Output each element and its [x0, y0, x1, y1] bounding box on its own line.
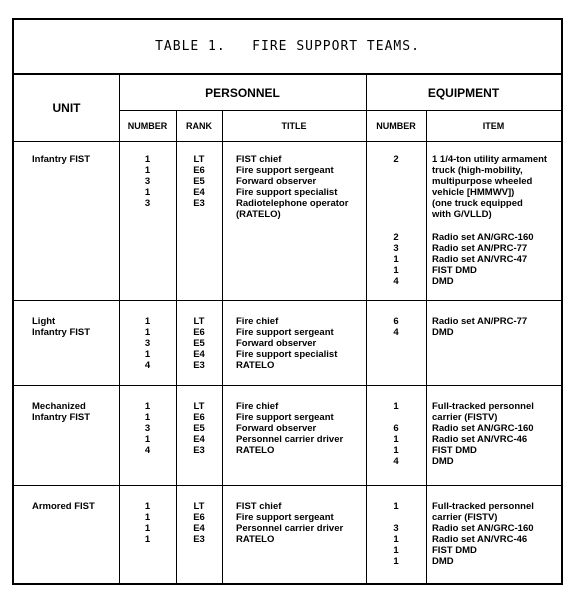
personnel-title: Forward observer [236, 423, 317, 434]
equipment-number: 4 [393, 456, 399, 467]
spacer [432, 220, 560, 232]
personnel-number: 1 [144, 523, 151, 534]
row-2-item-cell [432, 316, 560, 338]
personnel-title: Fire support specialist [236, 187, 338, 198]
unit-label: Infantry FIST [32, 412, 91, 423]
personnel-rank: E5 [193, 423, 205, 434]
personnel-title: Fire support specialist [236, 349, 338, 360]
equipment-number: 1 [393, 254, 399, 265]
personnel-rank: E3 [193, 198, 205, 209]
equipment-item: vehicle [HMMWV]) [432, 187, 515, 198]
row-3-unit-cell [32, 401, 118, 423]
row-1-unit-cell [32, 154, 118, 165]
equipment-item: multipurpose wheeled [432, 176, 533, 187]
header-eq-number: NUMBER [376, 120, 416, 131]
unit-label: Infantry FIST [32, 154, 91, 165]
unit-label: Infantry FIST [32, 327, 91, 338]
row-2-enum-cell [366, 316, 426, 338]
row-1-title-cell [236, 154, 364, 220]
personnel-title: RATELO [236, 445, 275, 456]
equipment-number [366, 187, 426, 198]
equipment-item: Full-tracked personnel [432, 401, 534, 412]
equipment-number: 6 [393, 316, 399, 327]
personnel-rank [176, 209, 222, 220]
personnel-number: 1 [144, 187, 151, 198]
personnel-rank: E6 [193, 327, 205, 338]
equipment-number [366, 512, 426, 523]
personnel-title: Fire support sergeant [236, 165, 334, 176]
personnel-number: 3 [144, 338, 151, 349]
header-rank: RANK [186, 120, 212, 131]
personnel-number: 1 [144, 501, 151, 512]
row-4-enum-cell [366, 501, 426, 567]
divider-row-2 [14, 385, 561, 386]
divider-row-3 [14, 485, 561, 486]
row-2-rank-cell [176, 316, 222, 371]
personnel-rank: LT [193, 154, 205, 165]
personnel-rank: E6 [193, 165, 205, 176]
personnel-rank: E6 [193, 412, 205, 423]
equipment-item: (one truck equipped [432, 198, 523, 209]
personnel-rank: E4 [193, 523, 205, 534]
spacer [366, 220, 426, 232]
equipment-item: Radio set AN/GRC-160 [432, 423, 534, 434]
equipment-item: FIST DMD [432, 265, 477, 276]
equipment-item: carrier (FISTV) [432, 412, 498, 423]
personnel-title: Radiotelephone operator [236, 198, 349, 209]
unit-label: Light [32, 316, 56, 327]
personnel-number [119, 209, 176, 220]
divider-row-1 [14, 300, 561, 301]
personnel-number: 3 [144, 423, 151, 434]
personnel-title: (RATELO) [236, 209, 281, 220]
header-unit: UNIT [52, 101, 81, 115]
equipment-item: with G/VLLD) [432, 209, 492, 220]
personnel-number: 1 [144, 512, 151, 523]
equipment-number: 3 [393, 523, 399, 534]
personnel-title: Personnel carrier driver [236, 523, 344, 534]
equipment-number: 3 [393, 243, 399, 254]
personnel-rank: E5 [193, 338, 205, 349]
equipment-number: 1 [393, 434, 399, 445]
equipment-number: 4 [393, 327, 399, 338]
equipment-number [366, 412, 426, 423]
divider-eqnumber-item [426, 110, 427, 583]
row-3-pnum-cell [119, 401, 176, 456]
personnel-number: 1 [144, 165, 151, 176]
unit-label: Mechanized [32, 401, 86, 412]
personnel-number: 1 [144, 434, 151, 445]
row-4-pnum-cell [119, 501, 176, 545]
personnel-title: Fire support sergeant [236, 327, 334, 338]
personnel-title: RATELO [236, 360, 275, 371]
equipment-item: Radio set AN/VRC-46 [432, 534, 528, 545]
personnel-title: RATELO [236, 534, 275, 545]
table-grid [14, 75, 561, 583]
personnel-number: 1 [144, 154, 151, 165]
personnel-rank: E5 [193, 176, 205, 187]
equipment-item: DMD [432, 276, 454, 287]
equipment-item: Full-tracked personnel [432, 501, 534, 512]
equipment-item: Radio set AN/VRC-47 [432, 254, 528, 265]
row-1-enum-cell [366, 154, 426, 287]
equipment-item: DMD [432, 456, 454, 467]
row-2-unit-cell [32, 316, 118, 338]
row-1-rank-cell [176, 154, 222, 220]
row-4-unit-cell [32, 501, 118, 512]
equipment-number: 1 [393, 534, 399, 545]
row-3-item-cell [432, 401, 560, 467]
personnel-number: 1 [144, 316, 151, 327]
equipment-item: truck (high-mobility, [432, 165, 523, 176]
equipment-number: 1 [393, 545, 399, 556]
personnel-title: FIST chief [236, 501, 282, 512]
equipment-number: 6 [393, 423, 399, 434]
personnel-rank: LT [193, 316, 205, 327]
unit-label: Armored FIST [32, 501, 95, 512]
equipment-number: 2 [393, 154, 399, 165]
personnel-title: Fire support sergeant [236, 412, 334, 423]
equipment-item: Radio set AN/PRC-77 [432, 316, 528, 327]
personnel-rank: E3 [193, 445, 205, 456]
equipment-item: DMD [432, 327, 454, 338]
personnel-rank: LT [193, 501, 205, 512]
header-personnel: PERSONNEL [205, 85, 280, 100]
divider-header-bottom [14, 141, 561, 142]
personnel-title: Fire chief [236, 316, 279, 327]
personnel-title: FIST chief [236, 154, 282, 165]
personnel-number: 4 [144, 360, 151, 371]
equipment-item: carrier (FISTV) [432, 512, 498, 523]
header-equipment: EQUIPMENT [427, 85, 500, 100]
equipment-item: FIST DMD [432, 445, 477, 456]
personnel-rank: E3 [193, 534, 205, 545]
personnel-number: 1 [144, 327, 151, 338]
header-title: TITLE [281, 120, 307, 131]
personnel-rank: E3 [193, 360, 205, 371]
equipment-number [366, 176, 426, 187]
equipment-number: 1 [393, 556, 399, 567]
row-4-item-cell [432, 501, 560, 567]
equipment-item: FIST DMD [432, 545, 477, 556]
equipment-number [366, 198, 426, 209]
header-number: NUMBER [127, 120, 168, 131]
equipment-item: Radio set AN/PRC-77 [432, 243, 528, 254]
equipment-item: 1 1/4-ton utility armament [432, 154, 548, 165]
equipment-number: 2 [393, 232, 399, 243]
personnel-number: 4 [144, 445, 151, 456]
row-4-title-cell [236, 501, 364, 545]
personnel-rank: E4 [193, 434, 205, 445]
equipment-number: 1 [393, 265, 399, 276]
personnel-title: Fire chief [236, 401, 279, 412]
personnel-title: Forward observer [236, 338, 317, 349]
equipment-number: 1 [393, 501, 399, 512]
equipment-item: Radio set AN/GRC-160 [432, 232, 534, 243]
equipment-item: DMD [432, 556, 454, 567]
personnel-rank: E4 [193, 187, 205, 198]
equipment-number [366, 165, 426, 176]
personnel-number: 1 [144, 349, 151, 360]
equipment-number [366, 209, 426, 220]
personnel-number: 1 [144, 401, 151, 412]
personnel-title: Forward observer [236, 176, 317, 187]
personnel-rank: E6 [193, 512, 205, 523]
row-2-pnum-cell [119, 316, 176, 371]
row-3-rank-cell [176, 401, 222, 456]
row-3-enum-cell [366, 401, 426, 467]
table-frame [12, 18, 563, 585]
row-1-pnum-cell [119, 154, 176, 220]
equipment-number: 1 [393, 401, 399, 412]
equipment-item: Radio set AN/GRC-160 [432, 523, 534, 534]
divider-rank-title [222, 110, 223, 583]
personnel-rank: LT [193, 401, 205, 412]
personnel-number: 3 [144, 176, 151, 187]
row-2-title-cell [236, 316, 364, 371]
row-3-title-cell [236, 401, 364, 456]
personnel-title: Personnel carrier driver [236, 434, 344, 445]
row-4-rank-cell [176, 501, 222, 545]
personnel-number: 1 [144, 412, 151, 423]
equipment-number: 4 [393, 276, 399, 287]
equipment-number: 1 [393, 445, 399, 456]
personnel-number: 3 [144, 198, 151, 209]
personnel-rank: E4 [193, 349, 205, 360]
table-title: TABLE 1. FIRE SUPPORT TEAMS. [14, 20, 561, 75]
equipment-item: Radio set AN/VRC-46 [432, 434, 528, 445]
personnel-number: 1 [144, 534, 151, 545]
personnel-title: Fire support sergeant [236, 512, 334, 523]
header-item: ITEM [482, 120, 505, 131]
row-1-item-cell [432, 154, 560, 287]
